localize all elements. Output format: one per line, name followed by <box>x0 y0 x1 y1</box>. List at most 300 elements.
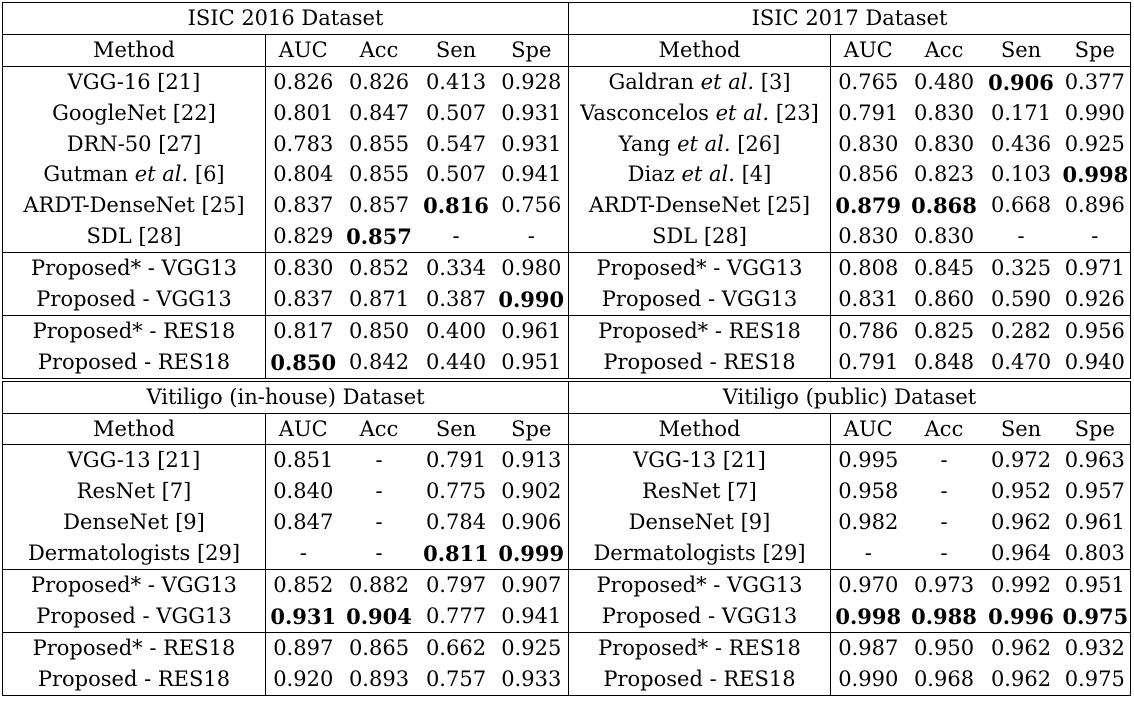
spe-cell <box>1060 221 1131 252</box>
dataset-title <box>3 3 569 35</box>
sen-value: 0.282 <box>990 318 1052 343</box>
method-name: Proposed - VGG13 <box>36 603 232 628</box>
auc-cell <box>266 221 341 252</box>
spe-cell <box>1060 66 1131 97</box>
spe-value: - <box>527 224 535 249</box>
sen-value: 0.325 <box>990 256 1052 281</box>
header-acc-text: Acc <box>924 416 964 441</box>
spe-cell <box>1060 159 1131 190</box>
method-name: VGG-16 [21] <box>67 69 201 94</box>
acc-cell <box>341 159 418 190</box>
et-al-italic: et al. <box>677 131 731 156</box>
spe-cell <box>495 664 569 695</box>
table-row <box>3 159 1131 190</box>
header-spe-text: Spe <box>1074 37 1115 62</box>
spe-value: 0.971 <box>1064 256 1125 281</box>
spe-value: 0.907 <box>501 572 562 597</box>
spe-cell <box>495 129 569 160</box>
auc-cell <box>831 445 906 476</box>
method-name: Proposed* - RES18 <box>598 318 801 343</box>
sen-cell <box>983 284 1060 315</box>
header-sen <box>983 34 1060 66</box>
spe-value: 0.803 <box>1064 541 1125 566</box>
auc-cell <box>266 664 341 695</box>
method-cell <box>3 284 266 315</box>
method-cell <box>569 507 831 538</box>
header-auc <box>266 413 341 445</box>
auc-value: 0.829 <box>273 224 334 249</box>
spe-cell <box>495 98 569 129</box>
sen-cell <box>983 221 1060 252</box>
sen-cell <box>983 315 1060 346</box>
spe-cell <box>1060 507 1131 538</box>
method-cell <box>3 66 266 97</box>
acc-value: 0.830 <box>913 131 975 156</box>
dataset-title-text: Vitiligo (in-house) Dataset <box>146 384 425 409</box>
spe-value: 0.980 <box>501 256 562 281</box>
sen-value: 0.171 <box>990 100 1052 125</box>
header-acc-text: Acc <box>924 37 964 62</box>
spe-value: 0.961 <box>1064 510 1125 535</box>
method-cell <box>569 632 831 663</box>
method-cell <box>3 445 266 476</box>
table-row <box>3 253 1131 284</box>
acc-cell <box>906 315 983 346</box>
method-cell <box>569 664 831 695</box>
acc-cell <box>341 632 418 663</box>
method-cell <box>3 190 266 221</box>
auc-value: 0.970 <box>838 572 899 597</box>
method-cell: Yang et al. [26] <box>569 129 831 160</box>
sen-value: 0.757 <box>425 666 487 691</box>
spe-cell <box>495 221 569 252</box>
header-spe <box>1060 34 1131 66</box>
header-method-text: Method <box>93 416 175 441</box>
sen-cell <box>983 476 1060 507</box>
spe-value: 0.925 <box>501 635 562 660</box>
acc-cell <box>906 347 983 380</box>
table-row <box>3 98 1131 129</box>
method-name: VGG-13 [21] <box>633 448 766 473</box>
spe-cell <box>1060 315 1131 346</box>
spe-cell <box>495 190 569 221</box>
method-name: Proposed* - RES18 <box>32 635 236 660</box>
sen-value: 0.962 <box>990 635 1052 660</box>
table-row <box>3 129 1131 160</box>
dataset-title <box>569 380 1131 413</box>
acc-value: 0.848 <box>913 349 975 374</box>
sen-cell <box>418 507 495 538</box>
auc-cell <box>831 632 906 663</box>
sen-cell <box>418 98 495 129</box>
method-cell <box>569 476 831 507</box>
method-cell: Gutman et al. [6] <box>3 159 266 190</box>
acc-cell <box>341 129 418 160</box>
method-name: SDL [28] <box>86 224 182 249</box>
sen-value: 0.962 <box>990 510 1052 535</box>
auc-cell <box>266 347 341 380</box>
spe-cell <box>495 507 569 538</box>
header-method <box>3 413 266 445</box>
acc-value: - <box>375 510 383 535</box>
header-auc <box>266 34 341 66</box>
acc-cell <box>906 632 983 663</box>
header-method <box>569 34 831 66</box>
sen-cell <box>418 664 495 695</box>
acc-value: 0.988 <box>911 603 977 629</box>
auc-cell <box>831 476 906 507</box>
header-method <box>569 413 831 445</box>
acc-value: - <box>375 541 383 566</box>
header-spe <box>1060 413 1131 445</box>
acc-value: 0.882 <box>348 572 410 597</box>
acc-cell <box>906 284 983 315</box>
auc-value: 0.850 <box>270 349 337 375</box>
acc-value: - <box>940 541 948 566</box>
auc-value: - <box>299 541 307 566</box>
method-cell <box>569 445 831 476</box>
auc-cell <box>831 315 906 346</box>
auc-cell <box>831 190 906 221</box>
spe-cell <box>1060 632 1131 663</box>
header-spe-text: Spe <box>511 416 552 441</box>
header-acc-text: Acc <box>359 416 399 441</box>
sen-value: 0.413 <box>425 69 487 94</box>
auc-value: 0.801 <box>273 100 334 125</box>
spe-value: 0.975 <box>1062 603 1129 629</box>
spe-cell <box>495 253 569 284</box>
header-acc <box>906 34 983 66</box>
sen-cell <box>983 98 1060 129</box>
auc-value: 0.998 <box>835 603 902 629</box>
acc-value: 0.830 <box>913 224 975 249</box>
spe-value: 0.951 <box>501 349 562 374</box>
method-cell <box>3 570 266 601</box>
header-method-text: Method <box>658 37 741 62</box>
sen-value: 0.952 <box>990 479 1052 504</box>
sen-value: - <box>452 224 460 249</box>
method-cell <box>3 507 266 538</box>
method-name: DenseNet [9] <box>628 510 771 535</box>
method-cell <box>569 570 831 601</box>
header-spe-text: Spe <box>511 37 552 62</box>
acc-value: 0.973 <box>913 572 975 597</box>
acc-cell <box>906 66 983 97</box>
auc-value: 0.982 <box>838 510 899 535</box>
sen-cell <box>418 445 495 476</box>
acc-value: - <box>375 479 383 504</box>
header-auc-text: AUC <box>278 37 328 62</box>
header-auc-text: AUC <box>278 416 328 441</box>
method-cell <box>3 601 266 632</box>
method-name: Proposed* - VGG13 <box>31 256 237 281</box>
sen-value: 0.906 <box>988 69 1054 95</box>
method-cell <box>3 253 266 284</box>
auc-value: 0.840 <box>273 479 334 504</box>
auc-cell <box>266 570 341 601</box>
auc-value: - <box>864 541 872 566</box>
acc-value: 0.825 <box>913 318 975 343</box>
spe-cell <box>1060 664 1131 695</box>
auc-value: 0.879 <box>835 193 902 219</box>
method-cell <box>3 632 266 663</box>
acc-value: 0.968 <box>913 666 975 691</box>
spe-value: - <box>1091 224 1099 249</box>
spe-cell <box>495 570 569 601</box>
sen-value: 0.797 <box>425 572 487 597</box>
method-cell <box>569 347 831 380</box>
auc-value: 0.783 <box>273 131 334 156</box>
acc-value: 0.855 <box>348 162 410 187</box>
spe-value: 0.931 <box>501 100 562 125</box>
sen-cell <box>418 476 495 507</box>
spe-value: 0.990 <box>498 286 565 312</box>
table-row <box>3 570 1131 601</box>
spe-value: 0.990 <box>1064 100 1125 125</box>
auc-cell <box>266 159 341 190</box>
method-name: Proposed - RES18 <box>37 349 231 374</box>
column-header-row <box>3 34 1131 66</box>
header-spe <box>495 413 569 445</box>
header-auc <box>831 413 906 445</box>
spe-value: 0.998 <box>1062 162 1129 188</box>
method-cell <box>3 129 266 160</box>
method-name: DenseNet [9] <box>63 510 205 535</box>
sen-cell <box>418 601 495 632</box>
sen-cell <box>983 66 1060 97</box>
auc-value: 0.837 <box>273 286 334 311</box>
sen-value: 0.662 <box>425 635 487 660</box>
sen-value: 0.668 <box>990 193 1052 218</box>
spe-cell <box>1060 445 1131 476</box>
table-row <box>3 284 1131 315</box>
acc-cell <box>906 190 983 221</box>
method-cell <box>569 315 831 346</box>
dataset-title-text: Vitiligo (public) Dataset <box>722 384 977 409</box>
method-cell <box>3 347 266 380</box>
method-name: ARDT-DenseNet [25] <box>588 193 811 218</box>
sen-value: 0.103 <box>990 162 1052 187</box>
auc-cell <box>831 66 906 97</box>
acc-cell <box>906 507 983 538</box>
sen-value: 0.547 <box>425 131 487 156</box>
spe-cell <box>1060 347 1131 380</box>
et-al-italic: et al. <box>715 100 770 125</box>
sen-cell <box>983 632 1060 663</box>
spe-cell <box>495 66 569 97</box>
acc-cell <box>906 445 983 476</box>
spe-cell <box>495 347 569 380</box>
acc-value: 0.855 <box>348 131 410 156</box>
method-cell <box>3 221 266 252</box>
auc-cell <box>266 445 341 476</box>
section-title-row <box>3 3 1131 35</box>
spe-cell <box>1060 98 1131 129</box>
method-name: SDL [28] <box>652 224 747 249</box>
sen-value: 0.784 <box>425 510 487 535</box>
acc-value: 0.904 <box>346 603 412 629</box>
acc-cell <box>341 601 418 632</box>
sen-value: 0.440 <box>425 349 487 374</box>
auc-cell <box>831 664 906 695</box>
auc-value: 0.786 <box>838 318 899 343</box>
acc-value: 0.845 <box>913 256 975 281</box>
table-row <box>3 347 1131 380</box>
auc-value: 0.817 <box>273 318 334 343</box>
auc-cell <box>266 66 341 97</box>
acc-cell <box>341 445 418 476</box>
auc-value: 0.847 <box>273 510 334 535</box>
auc-cell <box>266 632 341 663</box>
dataset-title <box>3 380 569 413</box>
table-row <box>3 315 1131 346</box>
acc-cell <box>341 476 418 507</box>
sen-cell <box>418 129 495 160</box>
spe-cell <box>495 445 569 476</box>
acc-cell <box>341 538 418 569</box>
spe-value: 0.941 <box>501 162 562 187</box>
acc-value: 0.480 <box>913 69 975 94</box>
acc-value: 0.852 <box>348 256 410 281</box>
sen-cell <box>983 445 1060 476</box>
acc-value: 0.950 <box>913 635 975 660</box>
method-name: Proposed - RES18 <box>603 349 796 374</box>
auc-cell <box>831 347 906 380</box>
auc-cell <box>266 98 341 129</box>
acc-cell <box>906 476 983 507</box>
method-name: Proposed* - VGG13 <box>596 256 803 281</box>
auc-cell <box>266 315 341 346</box>
auc-value: 0.958 <box>838 479 899 504</box>
auc-value: 0.851 <box>273 448 334 473</box>
spe-cell <box>1060 284 1131 315</box>
auc-value: 0.791 <box>838 349 899 374</box>
header-acc-text: Acc <box>359 37 399 62</box>
spe-value: 0.999 <box>498 541 565 567</box>
header-spe <box>495 34 569 66</box>
table-row <box>3 476 1131 507</box>
auc-cell <box>831 507 906 538</box>
method-name: Dermatologists [29] <box>27 541 241 566</box>
method-name: ResNet [7] <box>642 479 757 504</box>
spe-cell <box>1060 253 1131 284</box>
spe-cell <box>1060 129 1131 160</box>
method-cell: Vasconcelos et al. [23] <box>569 98 831 129</box>
sen-cell <box>983 601 1060 632</box>
method-name: GoogleNet [22] <box>52 100 216 125</box>
method-name: Proposed* - VGG13 <box>31 572 237 597</box>
header-sen <box>983 413 1060 445</box>
acc-value: 0.823 <box>913 162 975 187</box>
sen-value: 0.992 <box>990 572 1052 597</box>
header-spe-text: Spe <box>1074 416 1115 441</box>
acc-cell <box>906 253 983 284</box>
method-name: ARDT-DenseNet [25] <box>23 193 245 218</box>
auc-value: 0.804 <box>273 162 334 187</box>
spe-cell <box>495 159 569 190</box>
header-auc-text: AUC <box>843 37 893 62</box>
spe-value: 0.956 <box>1064 318 1125 343</box>
sen-value: 0.334 <box>425 256 487 281</box>
acc-value: 0.847 <box>348 100 410 125</box>
auc-cell <box>831 98 906 129</box>
auc-value: 0.831 <box>838 286 899 311</box>
header-auc <box>831 34 906 66</box>
method-name: Proposed - RES18 <box>37 666 231 691</box>
sen-cell <box>983 159 1060 190</box>
auc-value: 0.837 <box>273 193 334 218</box>
acc-value: 0.871 <box>348 286 410 311</box>
sen-cell <box>418 190 495 221</box>
table-row <box>3 664 1131 695</box>
sen-cell <box>983 538 1060 569</box>
auc-value: 0.987 <box>838 635 899 660</box>
spe-value: 0.933 <box>501 666 562 691</box>
spe-cell <box>495 284 569 315</box>
acc-cell <box>906 570 983 601</box>
dataset-title-text: ISIC 2016 Dataset <box>187 5 384 30</box>
acc-value: - <box>375 448 383 473</box>
spe-cell <box>495 601 569 632</box>
header-sen <box>418 413 495 445</box>
auc-value: 0.920 <box>273 666 334 691</box>
acc-value: 0.865 <box>348 635 410 660</box>
spe-value: 0.961 <box>501 318 562 343</box>
spe-cell <box>1060 538 1131 569</box>
spe-value: 0.940 <box>1064 349 1125 374</box>
sen-value: 0.964 <box>990 541 1052 566</box>
dataset-title-text: ISIC 2017 Dataset <box>751 5 948 30</box>
method-cell <box>3 315 266 346</box>
header-acc <box>341 34 418 66</box>
header-acc <box>906 413 983 445</box>
sen-value: 0.811 <box>423 541 489 567</box>
header-sen-text: Sen <box>435 37 477 62</box>
auc-cell <box>831 570 906 601</box>
acc-cell <box>906 538 983 569</box>
sen-value: 0.972 <box>990 448 1052 473</box>
section-title-row <box>3 380 1131 413</box>
auc-cell <box>266 538 341 569</box>
spe-value: 0.926 <box>1064 286 1125 311</box>
method-name: Proposed - VGG13 <box>601 603 798 628</box>
acc-cell <box>341 98 418 129</box>
acc-value: 0.850 <box>348 318 410 343</box>
spe-cell <box>1060 190 1131 221</box>
method-cell <box>3 538 266 569</box>
column-header-row <box>3 413 1131 445</box>
sen-cell <box>983 507 1060 538</box>
auc-value: 0.830 <box>838 224 899 249</box>
acc-cell <box>906 98 983 129</box>
spe-value: 0.377 <box>1064 69 1125 94</box>
sen-value: 0.507 <box>425 100 487 125</box>
header-sen-text: Sen <box>1000 416 1042 441</box>
sen-value: 0.470 <box>990 349 1052 374</box>
acc-cell <box>341 315 418 346</box>
sen-value: 0.436 <box>990 131 1052 156</box>
acc-value: 0.857 <box>346 224 412 250</box>
auc-value: 0.852 <box>273 572 334 597</box>
acc-cell <box>906 601 983 632</box>
spe-cell <box>1060 601 1131 632</box>
sen-cell <box>418 284 495 315</box>
acc-cell <box>341 507 418 538</box>
spe-cell <box>1060 476 1131 507</box>
method-name: Proposed - VGG13 <box>601 286 798 311</box>
sen-cell <box>418 221 495 252</box>
method-name: Dermatologists [29] <box>593 541 806 566</box>
